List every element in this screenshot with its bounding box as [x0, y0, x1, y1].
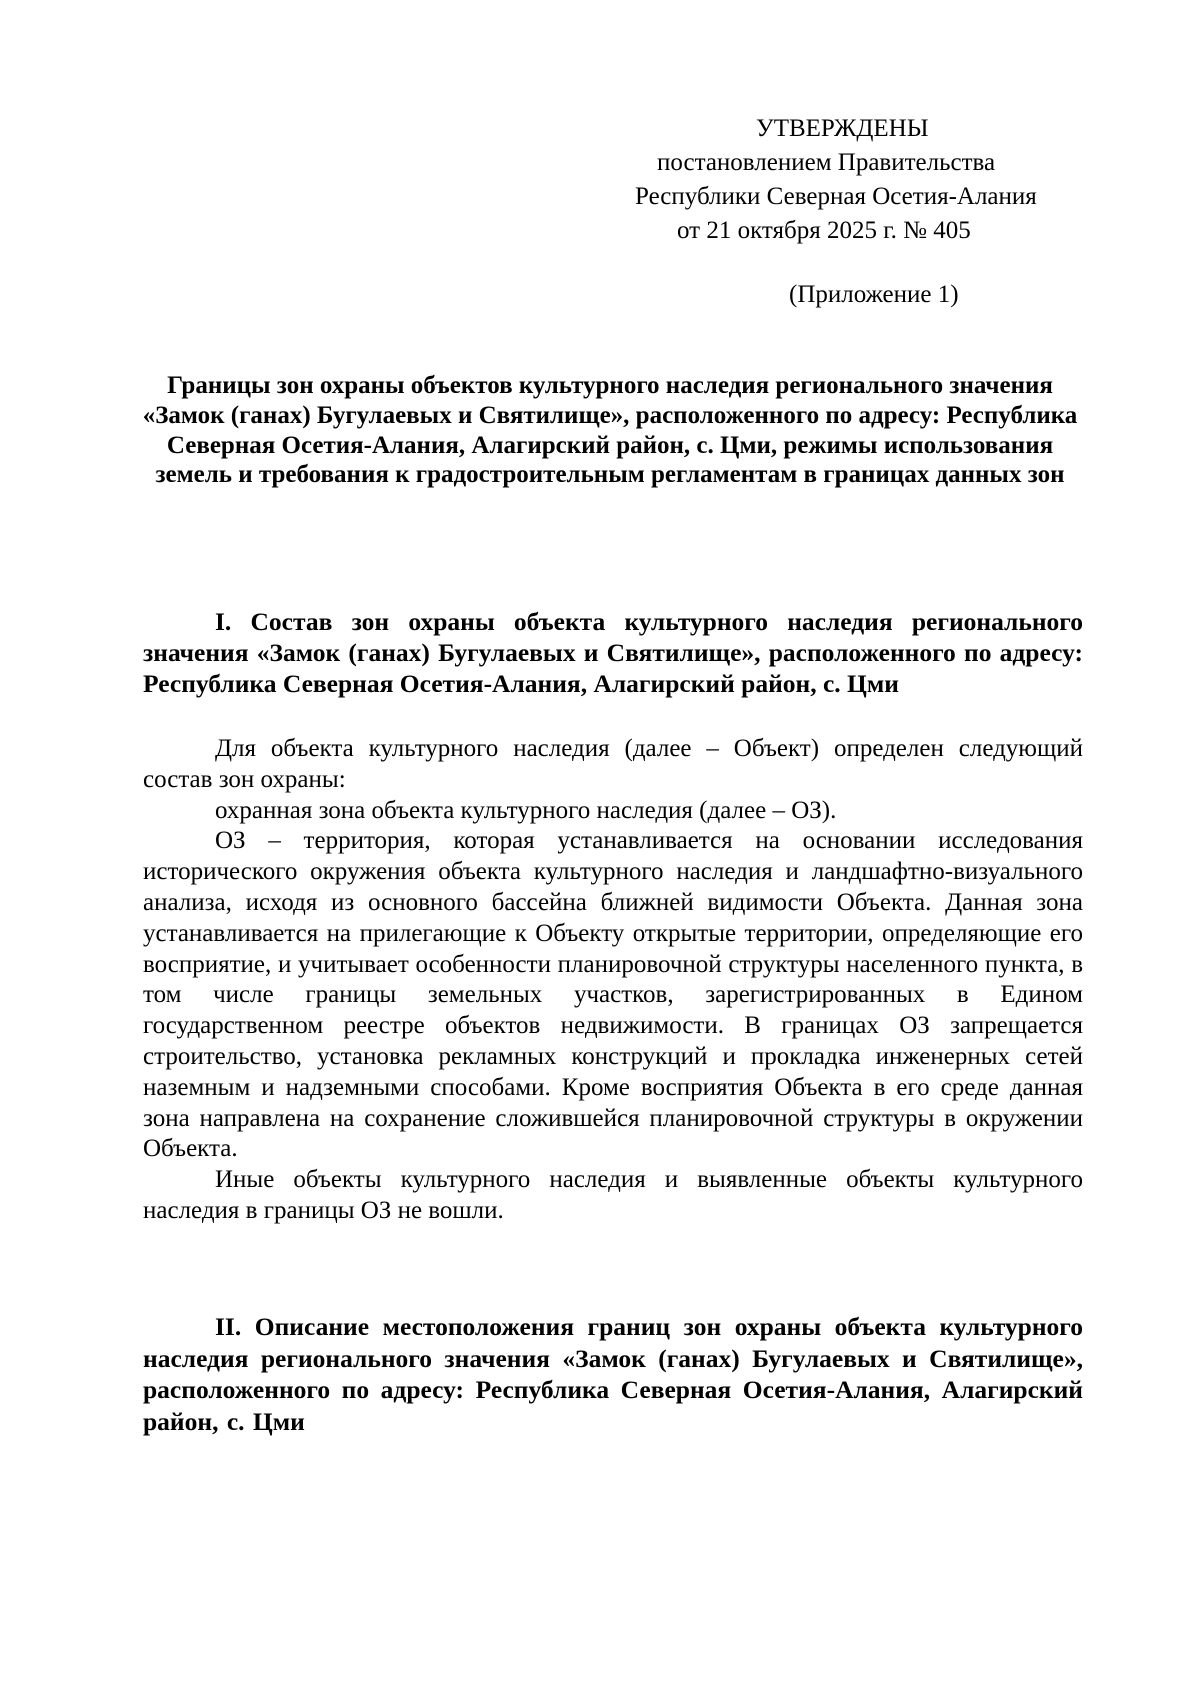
approval-line-date-number: от 21 октября 2025 г. № 405: [677, 217, 971, 244]
approval-line-approved: УТВЕРЖДЕНЫ: [756, 115, 929, 142]
section-1-heading: I. Состав зон охраны объекта культурного наследия регионального значения «Замок (ганах) Бугулаевых и Святилище», расположенного по адресу: Республика Северная Осетия-Алания, Алагирский район, с. Цми: [143, 607, 1083, 698]
paragraph-other-objects: Иные объекты культурного наследия и выявленные объекты культурного наследия в границы ОЗ не вошли.: [143, 1166, 1083, 1224]
approval-line-republic: Республики Северная Осетия-Алания: [635, 183, 1037, 210]
section-1-body: [143, 734, 1083, 1227]
approval-line-resolution: постановлением Правительства: [657, 149, 996, 176]
paragraph-composition-intro: Для объекта культурного наследия (далее – Объект) определен следующий состав зон охраны:: [143, 735, 1083, 793]
document-title: Границы зон охраны объектов культурного наследия регионального значения «Замок (ганах) Бугулаевых и Святилище», расположенного по адресу: Республика Северная Осетия-Алания, Алагирский район, с. Цми, режимы использования земель и требования к градостроительным регламентам в границах данных зон: [142, 372, 1078, 489]
approval-stamp-block: [580, 112, 1140, 248]
appendix-label: (Приложение 1): [789, 281, 959, 308]
section-2-heading: II. Описание местоположения границ зон охраны объекта культурного наследия регионального значения «Замок (ганах) Бугулаевых и Святилище», расположенного по адресу: Республика Северная Осетия-Алания, Алагирский район, с. Цми: [143, 1312, 1083, 1436]
paragraph-oz-definition: ОЗ – территория, которая устанавливается на основании исследования исторического окружения объекта культурного наследия и ландшафтно-визуального анализа, исходя из основного бассейна ближней видимости Объекта. Данная зона устанавливается на прилегающие к Объекту открытые территории, определяющие его восприятие, и учитывает особенности планировочной структуры населенного пункта, в том числе границы земельных участков, зарегистрированных в Едином государственном реестре объектов недвижимости. В границах ОЗ запрещается строительство, установка рекламных конструкций и прокладка инженерных сетей наземным и надземными способами. Кроме восприятия Объекта в его среде данная зона направлена на сохранение сложившейся планировочной структуры в окружении Объекта.: [143, 827, 1083, 1163]
paragraph-protection-zone: охранная зона объекта культурного наследия (далее – ОЗ).: [215, 796, 837, 824]
